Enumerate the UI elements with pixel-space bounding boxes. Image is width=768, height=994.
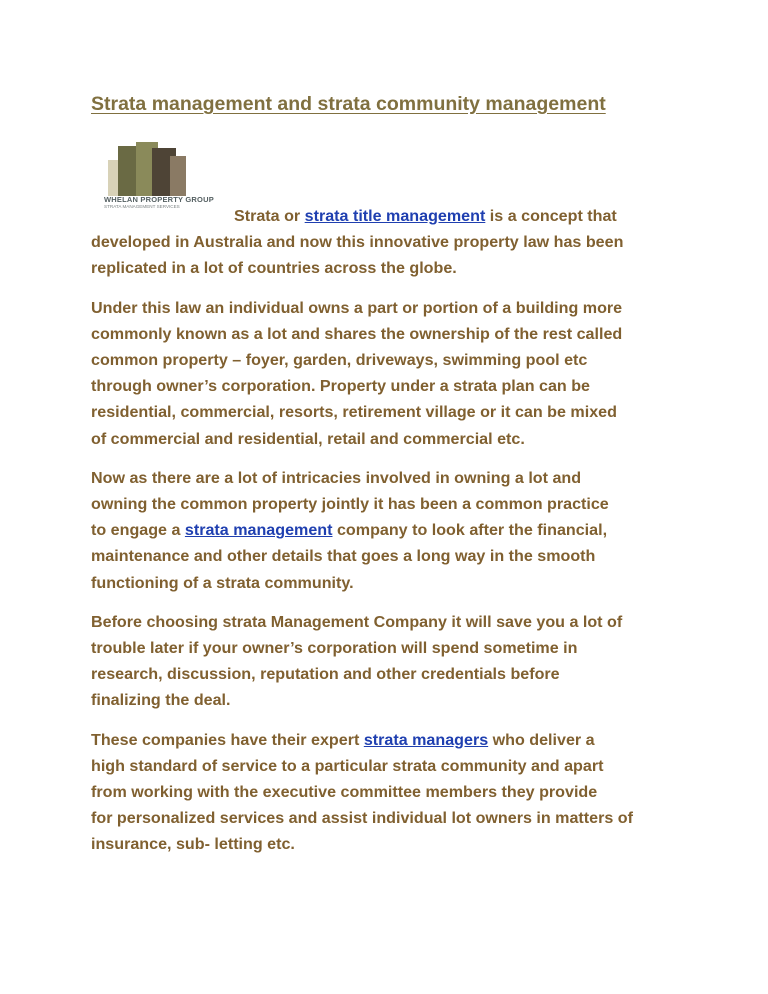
page-title: Strata management and strata community management — [91, 93, 606, 115]
text-line: Under this law an individual owns a part or portion of a building more — [91, 298, 623, 317]
inline-link[interactable]: strata managers — [363, 730, 489, 749]
text-line: through owner’s corporation. Property under a strata plan can be — [91, 377, 590, 396]
text-line — [91, 203, 691, 229]
inline-link[interactable]: strata title management — [304, 207, 486, 225]
logo-block-taupe — [170, 156, 186, 196]
text-line: finalizing the deal. — [91, 691, 231, 710]
text-line: owning the common property jointly it has been a common practice — [91, 495, 609, 514]
text-line: research, discussion, reputation and other credentials before — [91, 665, 560, 684]
paragraph — [91, 727, 691, 858]
line-text-before: to engage a — [91, 521, 185, 540]
inline-link[interactable]: strata management — [184, 521, 333, 540]
line-text-after: is a concept that — [485, 207, 617, 225]
line-text-before: Strata or — [234, 207, 305, 225]
text-line: from working with the executive committee members they provide — [91, 783, 598, 802]
text-line: functioning of a strata community. — [91, 573, 354, 592]
paragraph — [91, 609, 691, 714]
text-line: residential, commercial, resorts, retirement village or it can be mixed — [91, 403, 617, 422]
document-body — [91, 203, 691, 871]
paragraph — [91, 203, 691, 282]
logo-mark-icon — [104, 140, 230, 198]
text-line: for personalized services and assist individual lot owners in matters of — [91, 809, 633, 828]
text-line — [91, 727, 691, 753]
line-text-before: These companies have their expert — [91, 730, 364, 749]
text-line: insurance, sub- letting etc. — [91, 835, 295, 854]
logo-tagline: STRATA MANAGEMENT SERVICES — [104, 203, 180, 209]
line-text-after: company to look after the financial, — [332, 521, 608, 540]
text-line: developed in Australia and now this innovative property law has been — [91, 233, 624, 252]
text-line: common property – foyer, garden, driveways, swimming pool etc — [91, 351, 588, 370]
text-line: replicated in a lot of countries across the globe. — [91, 259, 457, 278]
paragraph — [91, 465, 691, 596]
text-line: trouble later if your owner’s corporation will spend sometime in — [91, 639, 578, 658]
text-line: Before choosing strata Management Company it will save you a lot of — [91, 612, 623, 631]
text-line: of commercial and residential, retail and commercial etc. — [91, 429, 525, 448]
logo-company-name: WHELAN PROPERTY GROUP — [104, 195, 214, 204]
text-line: maintenance and other details that goes a long way in the smooth — [91, 547, 596, 566]
text-line: commonly known as a lot and shares the ownership of the rest called — [91, 324, 623, 343]
text-line: Now as there are a lot of intricacies involved in owning a lot and — [91, 468, 582, 487]
paragraph — [91, 295, 691, 452]
text-line: high standard of service to a particular strata community and apart — [91, 756, 604, 775]
line-text-after: who deliver a — [488, 730, 595, 749]
text-line — [91, 517, 691, 543]
